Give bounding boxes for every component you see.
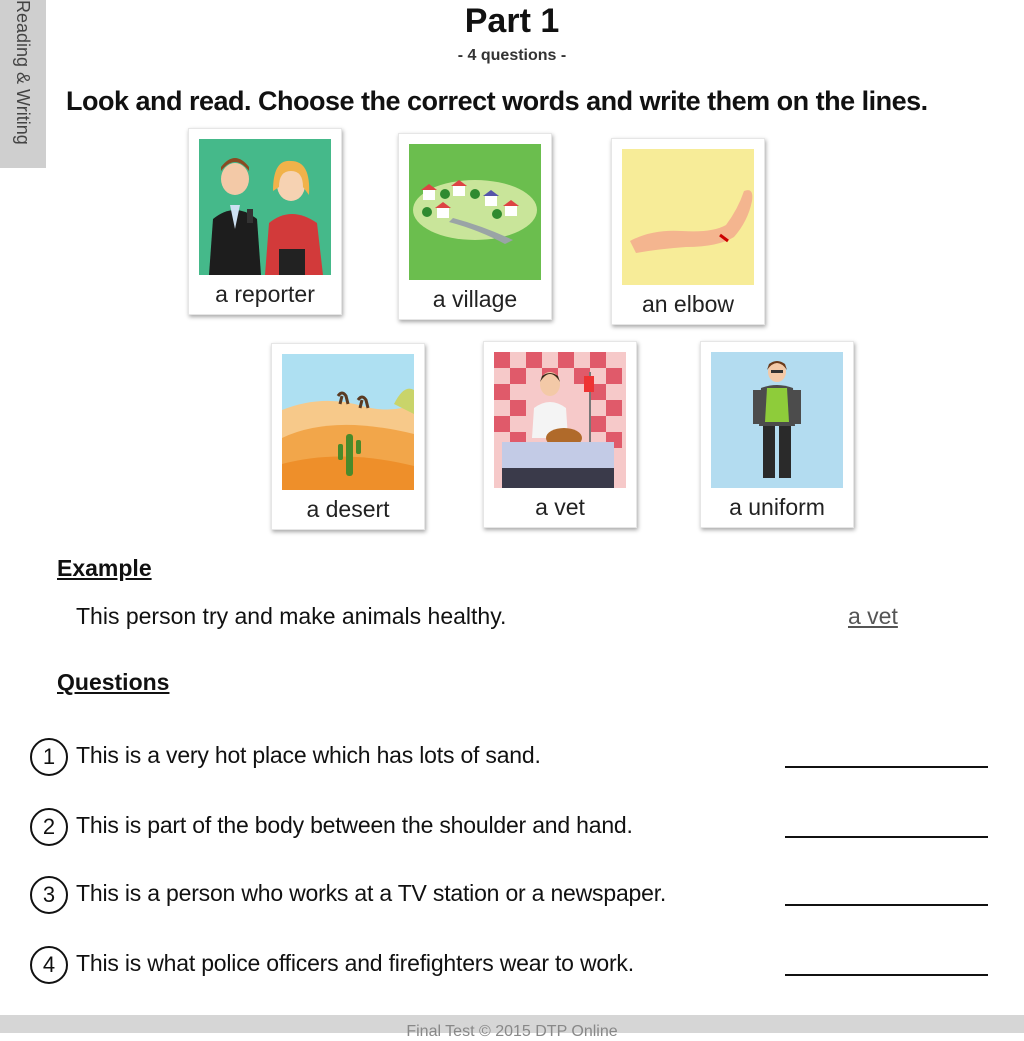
reporter-picture — [199, 139, 331, 275]
card-label: a village — [432, 286, 518, 312]
card-reporter — [188, 128, 342, 315]
question-number: 1 — [30, 738, 68, 776]
card-desert — [271, 343, 425, 530]
page-title: Part 1 — [464, 2, 560, 40]
card-label: a reporter — [215, 281, 315, 307]
question-number: 4 — [30, 946, 68, 984]
side-tab-label: Reading & Writing — [13, 0, 33, 145]
card-village — [398, 133, 552, 320]
answer-line[interactable] — [785, 974, 988, 976]
question-text: This is a very hot place which has lots of sand. — [76, 742, 541, 768]
example-heading: Example — [57, 555, 152, 581]
card-label: a desert — [306, 496, 390, 522]
answer-line[interactable] — [785, 904, 988, 906]
question-text: This is a person who works at a TV station or a newspaper. — [76, 880, 667, 906]
question-2 — [30, 808, 1000, 848]
questions-heading: Questions — [57, 669, 170, 695]
card-label: a uniform — [729, 494, 825, 520]
card-label: a vet — [535, 494, 585, 520]
card-uniform — [700, 341, 854, 528]
answer-line[interactable] — [785, 766, 988, 768]
footer-bar — [0, 1015, 1024, 1040]
footer-text: Final Test © 2015 DTP Online — [406, 1023, 618, 1040]
instruction-text: Look and read. Choose the correct words and write them on the lines. — [66, 86, 928, 116]
question-1 — [30, 738, 1000, 778]
uniform-picture — [711, 352, 843, 488]
answer-line[interactable] — [785, 836, 988, 838]
question-3 — [30, 876, 1000, 916]
question-text: This is what police officers and firefighters wear to work. — [76, 950, 634, 976]
question-4 — [30, 946, 1000, 986]
elbow-picture — [622, 149, 754, 285]
example-answer: a vet — [848, 603, 898, 629]
desert-picture — [282, 354, 414, 490]
village-picture — [409, 144, 541, 280]
question-number: 2 — [30, 808, 68, 846]
example-question: This person try and make animals healthy. — [76, 603, 507, 629]
question-number: 3 — [30, 876, 68, 914]
page-subtitle: - 4 questions - — [457, 47, 567, 64]
card-label: an elbow — [641, 291, 735, 317]
card-elbow — [611, 138, 765, 325]
card-vet — [483, 341, 637, 528]
question-text: This is part of the body between the shoulder and hand. — [76, 812, 633, 838]
vet-picture — [494, 352, 626, 488]
